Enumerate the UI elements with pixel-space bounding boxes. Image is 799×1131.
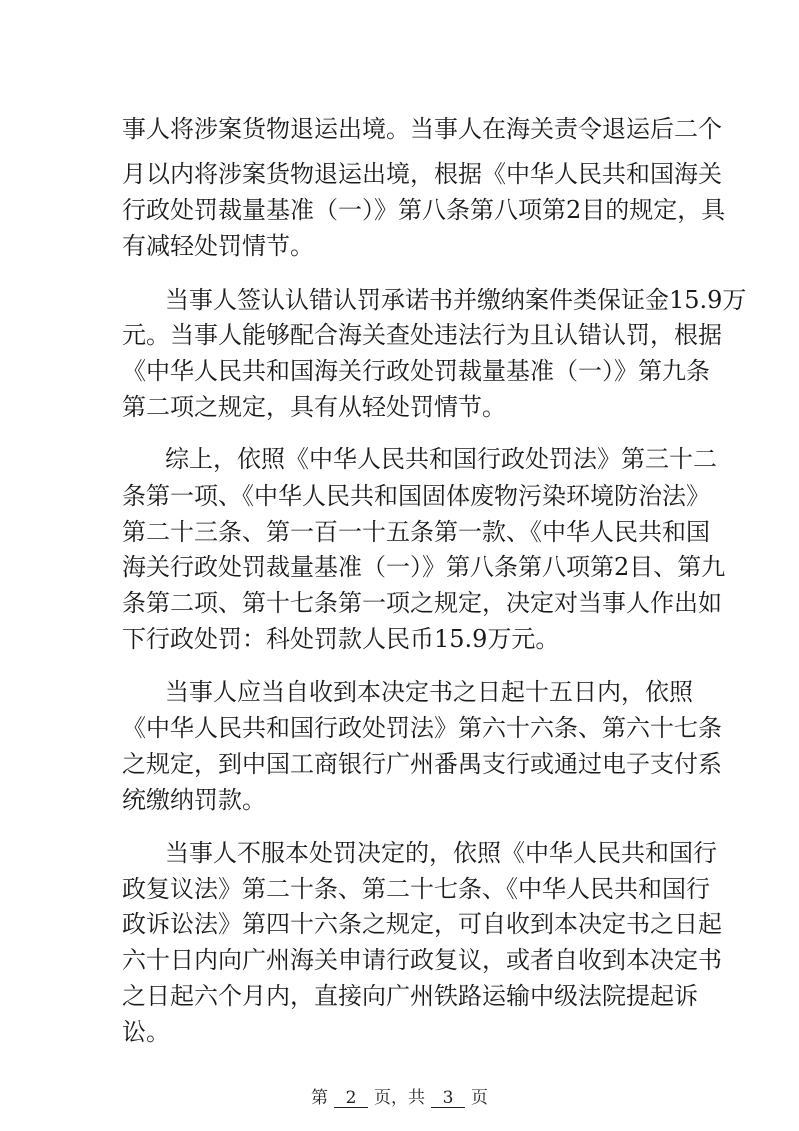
- current-page-number: 2: [334, 1089, 368, 1108]
- text-line: 当事人应当自收到本决定书之日起十五日内，依照: [165, 678, 693, 706]
- text-line: 讼。: [122, 1018, 170, 1046]
- text-line: 下行政处罚：科处罚款人民币15.9万元。: [122, 625, 560, 653]
- text-line: 海关行政处罚裁量基准（一）》第八条第八项第2目、第九: [122, 553, 726, 581]
- text-line: 行政处罚裁量基准（一）》第八条第八项第2目的规定，具: [122, 196, 726, 224]
- text-line: 元。当事人能够配合海关查处违法行为且认错认罚，根据: [122, 321, 722, 349]
- footer-middle: 页，共: [374, 1088, 425, 1108]
- footer-prefix: 第: [311, 1088, 328, 1108]
- text-line: 六十日内向广州海关申请行政复议，或者自收到本决定书: [122, 946, 722, 974]
- total-page-number: 3: [431, 1089, 465, 1108]
- text-line: 第二十三条、第一百一十五条第一款、《中华人民共和国: [122, 518, 710, 546]
- text-line: 当事人不服本处罚决定的，依照《中华人民共和国行: [165, 839, 717, 867]
- text-line: 《中华人民共和国行政处罚法》第六十六条、第六十七条: [122, 714, 722, 742]
- text-line: 之规定，到中国工商银行广州番禺支行或通过电子支付系: [122, 750, 722, 778]
- text-line: 政诉讼法》第四十六条之规定，可自收到本决定书之日起: [122, 910, 722, 938]
- footer-suffix: 页: [471, 1088, 488, 1108]
- text-line: 之日起六个月内，直接向广州铁路运输中级法院提起诉: [122, 982, 698, 1010]
- text-line: 条第二项、第十七条第一项之规定，决定对当事人作出如: [122, 589, 722, 617]
- text-line: 月以内将涉案货物退运出境，根据《中华人民共和国海关: [122, 160, 722, 188]
- text-line: 事人将涉案货物退运出境。当事人在海关责令退运后二个: [122, 115, 722, 143]
- text-line: 综上，依照《中华人民共和国行政处罚法》第三十二: [165, 445, 717, 473]
- text-line: 第二项之规定，具有从轻处罚情节。: [122, 393, 506, 421]
- text-line: 条第一项、《中华人民共和国固体废物污染环境防治法》: [122, 482, 710, 510]
- text-line: 《中华人民共和国海关行政处罚裁量基准（一）》第九条: [122, 357, 710, 385]
- page-footer: [0, 1086, 799, 1110]
- text-line: 当事人签认认错认罚承诺书并缴纳案件类保证金15.9万: [165, 286, 747, 314]
- text-line: 有减轻处罚情节。: [122, 232, 314, 260]
- text-line: 统缴纳罚款。: [122, 786, 266, 814]
- text-line: 政复议法》第二十条、第二十七条、《中华人民共和国行: [122, 875, 710, 903]
